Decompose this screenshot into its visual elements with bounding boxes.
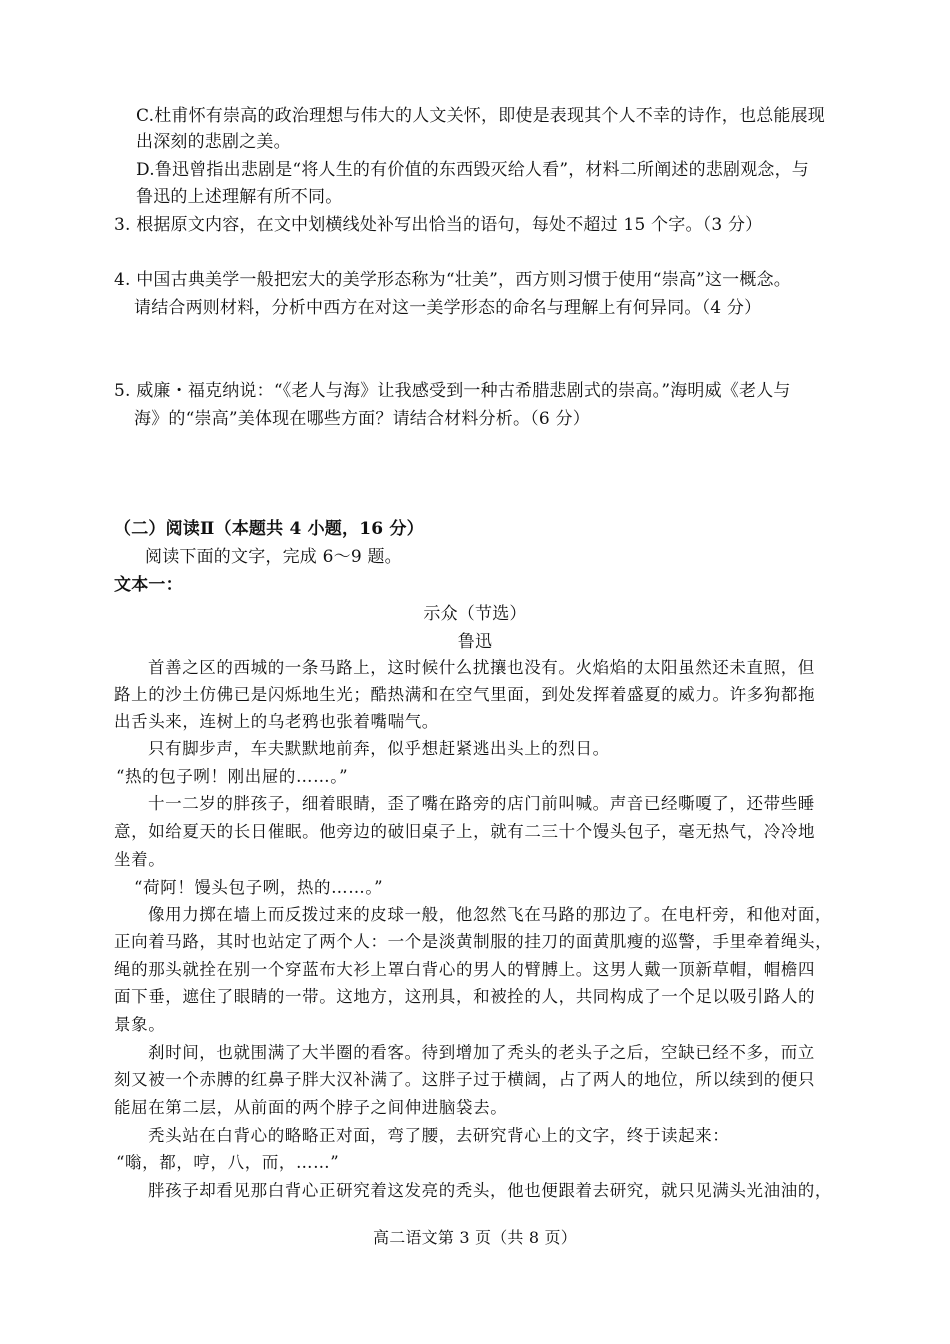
passage-line: 坐着。 [114, 850, 166, 869]
passage-line: 只有脚步声，车夫默默地前奔，似乎想赶紧逃出头上的烈日。 [148, 739, 610, 758]
question-4-line-2: 请结合两则材料，分析中西方在对这一美学形态的命名与理解上有何异同。（4 分） [134, 298, 762, 318]
question-5-line-1: 5. 威廉・福克纳说：“《老人与海》让我感受到一种古希腊悲剧式的崇高。”海明威《老人与 [114, 381, 791, 401]
section-instruction: 阅读下面的文字，完成 6～9 题。 [145, 547, 402, 567]
passage-line: 能屈在第二层，从前面的两个脖子之间伸进脑袋去。 [114, 1098, 508, 1117]
passage-author: 鲁迅 [457, 632, 493, 652]
passage-line: 出舌头来，连树上的乌老鸦也张着嘴喘气。 [114, 712, 439, 731]
passage-line: 正向着马路，其时也站定了两个人：一个是淡黄制服的挂刀的面黄肌瘦的巡警，手里牵着绳头， [114, 932, 833, 951]
q2-option-c-line-2: 出深刻的悲剧之美。 [136, 132, 291, 152]
passage-line: 景象。 [114, 1015, 166, 1034]
q2-option-d-line-1: D.鲁迅曾指出悲剧是“将人生的有价值的东西毁灭给人看”，材料二所阐述的悲剧观念，与 [136, 160, 810, 180]
passage-line: 秃头站在白背心的略略正对面，弯了腰，去研究背心上的文字，终于读起来： [148, 1126, 730, 1145]
passage-line: 十一二岁的胖孩子，细着眼睛，歪了嘴在路旁的店门前叫喊。声音已经嘶嗄了，还带些睡 [148, 794, 815, 813]
question-4-line-1: 4. 中国古典美学一般把宏大的美学形态称为“壮美”，西方则习惯于使用“崇高”这一概念。 [114, 270, 791, 290]
passage-line: 刻又被一个赤膊的红鼻子胖大汉补满了。这胖子过于横阔，占了两人的地位，所以续到的便只 [114, 1070, 816, 1089]
passage-line: 路上的沙土仿佛已是闪烁地生光；酷热满和在空气里面，到处发挥着盛夏的威力。许多狗都拖 [114, 685, 816, 704]
section-heading: （二）阅读Ⅱ（本题共 4 小题，16 分） [114, 519, 424, 539]
passage-line: 意，如给夏天的长日催眠。他旁边的破旧桌子上，就有二三十个馒头包子，毫无热气，冷冷地 [114, 822, 816, 841]
passage-line: 首善之区的西城的一条马路上，这时候什么扰攘也没有。火焰焰的太阳虽然还未直照，但 [148, 658, 815, 677]
passage-title: 示众（节选） [423, 604, 527, 624]
q2-option-c-line-1: C.杜甫怀有崇高的政治理想与伟大的人文关怀，即使是表现其个人不幸的诗作，也总能展现 [136, 106, 826, 126]
passage-line: “嗡，都，哼，八，而，……” [116, 1153, 340, 1172]
passage-line: 像用力掷在墙上而反拨过来的皮球一般，他忽然飞在马路的那边了。在电杆旁，和他对面， [148, 905, 832, 924]
passage-line: “荷阿！馒头包子咧，热的……。” [134, 878, 384, 897]
passage-line: 面下垂，遮住了眼睛的一带。这地方，这刑具，和被拴的人，共同构成了一个足以吸引路人的 [114, 987, 816, 1006]
page-footer: 高二语文第 3 页（共 8 页） [373, 1228, 577, 1247]
q2-option-d-line-2: 鲁迅的上述理解有所不同。 [136, 187, 343, 207]
question-3: 3. 根据原文内容，在文中划横线处补写出恰当的语句，每处不超过 15 个字。（3 分） [114, 215, 763, 235]
passage-line: 绳的那头就拴在别一个穿蓝布大衫上罩白背心的男人的臂膊上。这男人戴一顶新草帽，帽檐四 [114, 960, 816, 979]
text-label: 文本一： [114, 575, 183, 595]
passage-line: 刹时间，也就围满了大半圈的看客。待到增加了秃头的老头子之后，空缺已经不多，而立 [148, 1043, 815, 1062]
question-5-line-2: 海》的“崇高”美体现在哪些方面？请结合材料分析。（6 分） [134, 409, 590, 429]
passage-line: 胖孩子却看见那白背心正研究着这发亮的秃头，他也便跟着去研究，就只见满头光油油的， [148, 1181, 832, 1200]
passage-line: “热的包子咧！刚出屉的……。” [116, 767, 349, 786]
